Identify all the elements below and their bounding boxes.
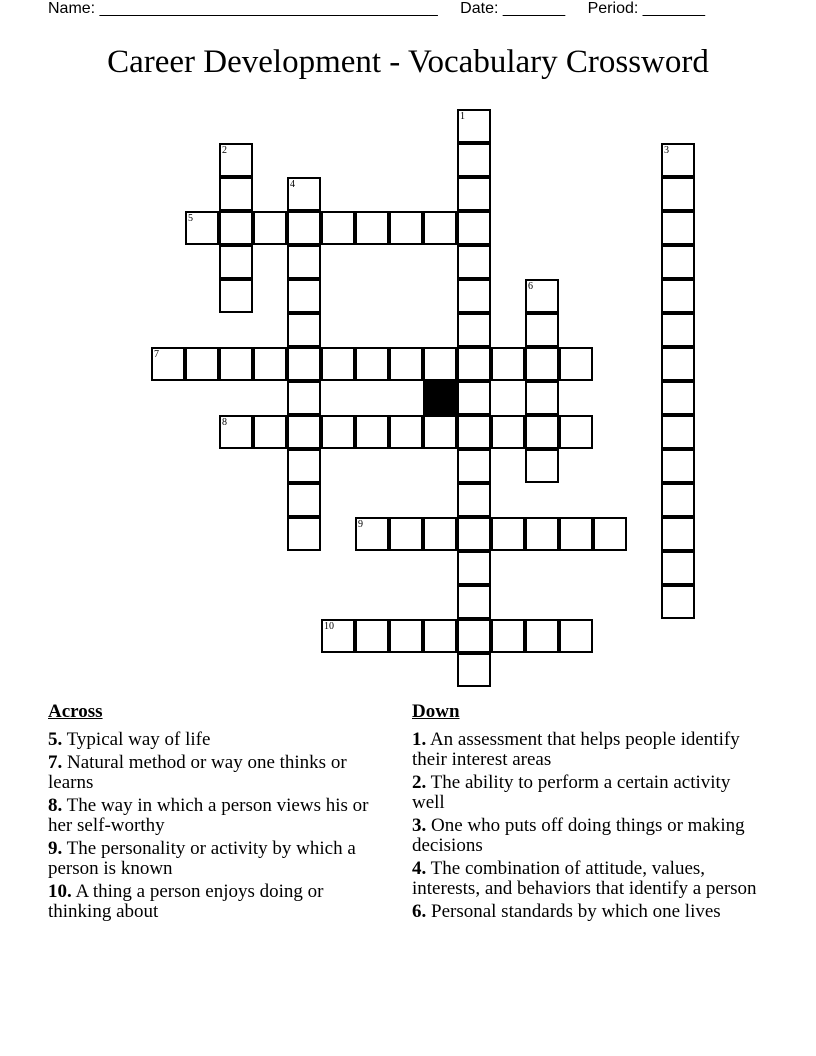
down-clue-number: 4. [412, 858, 427, 879]
grid-cell[interactable] [389, 347, 423, 381]
grid-cell[interactable] [559, 415, 593, 449]
grid-cell[interactable] [491, 517, 525, 551]
grid-cell[interactable] [253, 211, 287, 245]
grid-cell[interactable] [219, 177, 253, 211]
across-clue-text: A thing a person enjoys doing or thinking about [48, 881, 324, 922]
grid-cell[interactable] [661, 347, 695, 381]
grid-cell[interactable] [661, 551, 695, 585]
clue-number-2: 2 [222, 145, 227, 156]
down-clue-text: One who puts off doing things or making decisions [412, 815, 745, 856]
grid-cell[interactable] [287, 449, 321, 483]
clue-number-7: 7 [154, 349, 159, 360]
grid-cell[interactable] [457, 551, 491, 585]
grid-cell[interactable] [389, 517, 423, 551]
grid-cell[interactable] [389, 211, 423, 245]
clue-number-6: 6 [528, 281, 533, 292]
across-clue-number: 9. [48, 838, 63, 859]
grid-cell[interactable] [389, 415, 423, 449]
grid-cell[interactable] [185, 347, 219, 381]
grid-cell[interactable] [457, 245, 491, 279]
grid-cell[interactable] [355, 415, 389, 449]
grid-cell[interactable] [287, 245, 321, 279]
grid-cell[interactable] [525, 313, 559, 347]
down-clue [412, 816, 757, 856]
down-clue [412, 773, 757, 813]
grid-cell[interactable] [559, 619, 593, 653]
grid-cell[interactable] [457, 177, 491, 211]
grid-cell[interactable] [423, 347, 457, 381]
grid-cell[interactable] [661, 585, 695, 619]
grid-cell[interactable] [457, 347, 491, 381]
clue-number-10: 10 [324, 621, 334, 632]
grid-cell[interactable] [491, 415, 525, 449]
down-clue-number: 2. [412, 772, 427, 793]
grid-cell[interactable] [661, 279, 695, 313]
down-clue [412, 902, 757, 922]
down-clue-text: Personal standards by which one lives [426, 901, 721, 922]
grid-cell[interactable] [661, 313, 695, 347]
clue-number-5: 5 [188, 213, 193, 224]
grid-cell[interactable] [661, 449, 695, 483]
down-clue-number: 1. [412, 729, 427, 750]
clue-number-3: 3 [664, 145, 669, 156]
grid-cell[interactable] [287, 279, 321, 313]
across-clue-number: 7. [48, 752, 63, 773]
clue-number-9: 9 [358, 519, 363, 530]
grid-cell[interactable] [219, 279, 253, 313]
page-title: Career Development - Vocabulary Crossword [107, 44, 709, 80]
across-clue-text: The way in which a person views his or her self-worthy [48, 795, 369, 836]
down-clue [412, 859, 757, 899]
grid-cell[interactable] [457, 381, 491, 415]
across-clue-number: 10. [48, 881, 72, 902]
grid-cell[interactable] [525, 347, 559, 381]
down-clue [412, 730, 757, 770]
grid-cell[interactable] [491, 347, 525, 381]
grid-cell[interactable] [525, 381, 559, 415]
grid-cell[interactable] [559, 517, 593, 551]
grid-cell[interactable] [457, 211, 491, 245]
clue-number-4: 4 [290, 179, 295, 190]
across-clue [48, 839, 388, 879]
grid-cell[interactable] [321, 415, 355, 449]
grid-cell[interactable] [525, 449, 559, 483]
grid-cell[interactable] [559, 347, 593, 381]
across-clue [48, 882, 388, 922]
period-field-label: Period: _______ [587, 0, 706, 17]
grid-cell[interactable] [423, 415, 457, 449]
grid-cell[interactable] [321, 347, 355, 381]
grid-cell[interactable] [219, 245, 253, 279]
across-clues [48, 700, 388, 925]
grid-cell[interactable] [661, 381, 695, 415]
grid-cell[interactable] [661, 415, 695, 449]
grid-cell[interactable] [287, 483, 321, 517]
grid-cell[interactable] [287, 381, 321, 415]
grid-cell[interactable] [661, 177, 695, 211]
across-clue-text: Typical way of life [62, 729, 211, 750]
grid-cell[interactable] [457, 279, 491, 313]
grid-cell[interactable] [287, 415, 321, 449]
grid-cell[interactable] [457, 415, 491, 449]
grid-cell[interactable] [457, 653, 491, 687]
grid-cell[interactable] [219, 347, 253, 381]
grid-cell[interactable] [423, 619, 457, 653]
clue-number-1: 1 [460, 111, 465, 122]
across-clue [48, 753, 388, 793]
date-field-label: Date: _______ [460, 0, 566, 17]
grid-cell[interactable] [355, 619, 389, 653]
grid-cell[interactable] [253, 347, 287, 381]
across-clue [48, 730, 388, 750]
across-heading: Across [48, 701, 103, 722]
grid-cell[interactable] [457, 585, 491, 619]
across-clue-text: The personality or activity by which a person is known [48, 838, 356, 879]
grid-cell[interactable] [661, 211, 695, 245]
grid-cell[interactable] [457, 619, 491, 653]
grid-cell[interactable] [661, 483, 695, 517]
across-clue-number: 8. [48, 795, 63, 816]
grid-cell[interactable] [457, 517, 491, 551]
down-clue-text: An assessment that helps people identify their interest areas [412, 729, 740, 770]
grid-cell[interactable] [525, 517, 559, 551]
grid-cell[interactable] [593, 517, 627, 551]
grid-cell[interactable] [457, 143, 491, 177]
grid-cell[interactable] [355, 347, 389, 381]
grid-cell[interactable] [457, 313, 491, 347]
across-clue-list [48, 730, 388, 922]
grid-cell[interactable] [287, 211, 321, 245]
down-clue-text: The ability to perform a certain activity well [412, 772, 731, 813]
name-field-label: Name: ______________________________________ [48, 0, 438, 17]
down-clue-list [412, 730, 757, 922]
grid-cell[interactable] [457, 483, 491, 517]
down-clue-number: 3. [412, 815, 427, 836]
grid-cell[interactable] [355, 211, 389, 245]
across-clue-text: Natural method or way one thinks or learns [48, 752, 347, 793]
grid-cell[interactable] [219, 211, 253, 245]
clue-number-8: 8 [222, 417, 227, 428]
across-clue-number: 5. [48, 729, 63, 750]
grid-cell[interactable] [389, 619, 423, 653]
down-clues [412, 700, 757, 925]
grid-cell[interactable] [661, 245, 695, 279]
down-clue-text: The combination of attitude, values, interests, and behaviors that identify a person [412, 858, 757, 899]
grid-cell[interactable] [321, 211, 355, 245]
grid-cell[interactable] [287, 517, 321, 551]
grid-cell[interactable] [661, 517, 695, 551]
grid-cell[interactable] [253, 415, 287, 449]
grid-cell[interactable] [423, 211, 457, 245]
grid-cell[interactable] [491, 619, 525, 653]
grid-cell[interactable] [287, 313, 321, 347]
down-heading: Down [412, 701, 460, 722]
grid-cell[interactable] [287, 347, 321, 381]
grid-cell[interactable] [525, 415, 559, 449]
grid-cell[interactable] [457, 449, 491, 483]
across-clue [48, 796, 388, 836]
grid-cell[interactable] [525, 619, 559, 653]
down-clue-number: 6. [412, 901, 427, 922]
grid-cell[interactable] [423, 517, 457, 551]
black-cell [423, 381, 457, 415]
